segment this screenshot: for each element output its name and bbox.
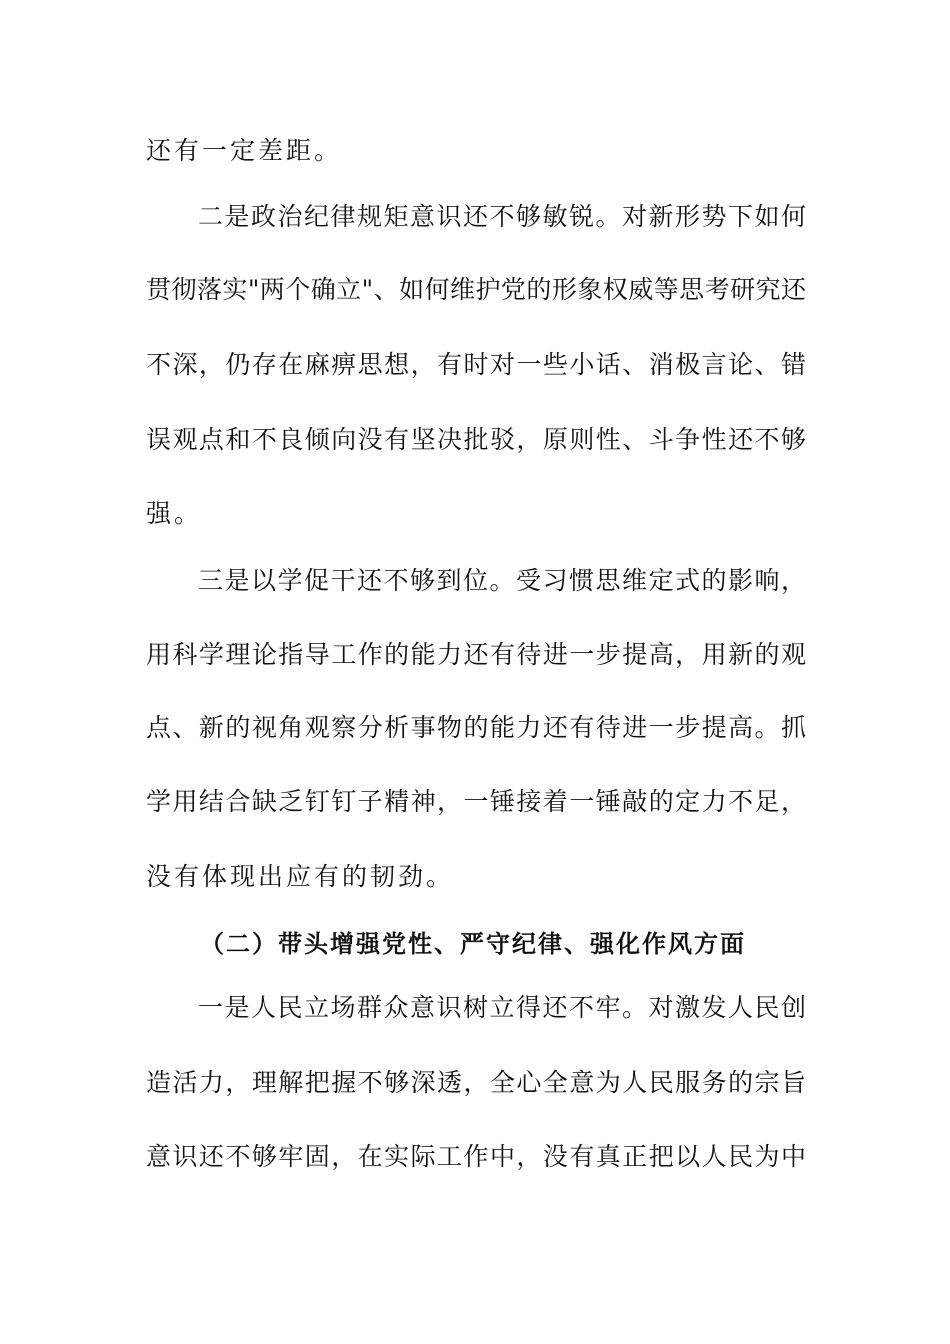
text-line: 强。 xyxy=(146,499,203,528)
text-line: 用科学理论指导工作的能力还有待进一步提高，用新的观 xyxy=(146,640,806,669)
text-line: 学用结合缺乏钉钉子精神，一锤接着一锤敲的定力不足， xyxy=(146,787,806,816)
text-line: 三是以学促干还不够到位。受习惯思维定式的影响， xyxy=(198,566,806,595)
text-line: 二是政治纪律规矩意识还不够敏锐。对新形势下如何 xyxy=(198,202,806,231)
text-line: 还有一定差距。 xyxy=(146,136,343,165)
text-line: 意识还不够牢固，在实际工作中，没有真正把以人民为中 xyxy=(146,1142,806,1171)
text-line: 贯彻落实"两个确立"、如何维护党的形象权威等思考研究还 xyxy=(146,275,806,304)
section-heading: （二）带头增强党性、严守纪律、强化作风方面 xyxy=(200,930,746,958)
text-line: 没有体现出应有的韧劲。 xyxy=(146,862,455,891)
text-line: 一是人民立场群众意识树立得还不牢。对激发人民创 xyxy=(198,993,806,1022)
text-line: 点、新的视角观察分析事物的能力还有待进一步提高。抓 xyxy=(146,713,806,742)
text-line: 不深，仍存在麻痹思想，有时对一些小话、消极言论、错 xyxy=(146,350,806,379)
text-line: 误观点和不良倾向没有坚决批驳，原则性、斗争性还不够 xyxy=(146,425,806,454)
text-line: 造活力，理解把握不够深透，全心全意为人民服务的宗旨 xyxy=(146,1068,806,1097)
